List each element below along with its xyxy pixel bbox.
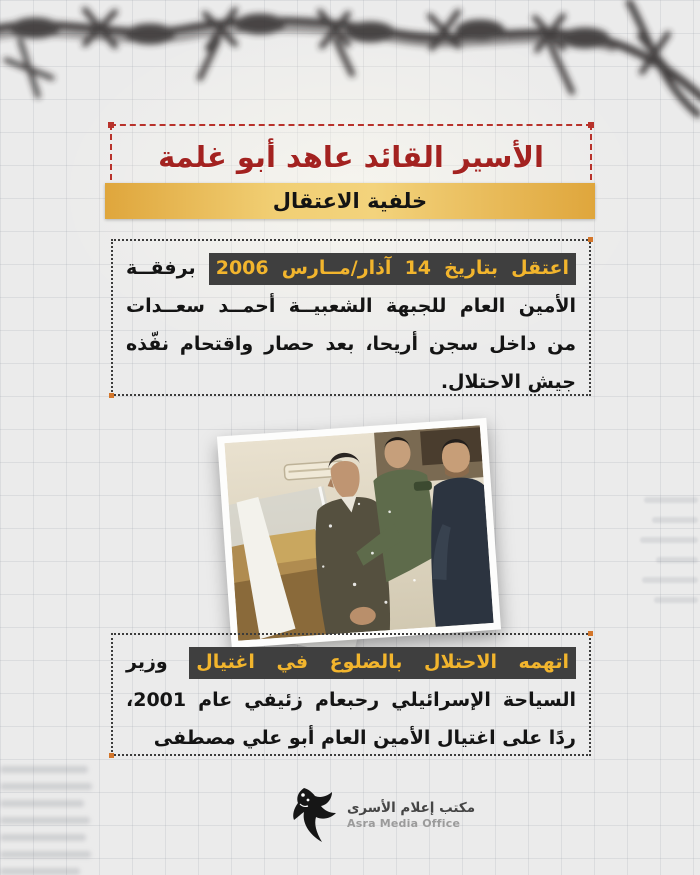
corner-marker	[588, 122, 594, 128]
accusation-paragraph	[111, 633, 591, 756]
bird-logo-icon	[292, 786, 338, 844]
logo-arabic-text: مكتب إعلام الأسرى	[347, 799, 476, 816]
paragraph-text: وزير السياحة الإسرائيلي رحبعام زئيفي عام 2001، ردًا على اغتيال الأمين العام أبو علي مصطفى	[126, 651, 576, 749]
faint-text-watermark	[0, 766, 92, 875]
page-title: الأسير القائد عاهد أبو غلمة	[158, 139, 544, 174]
faint-text-watermark	[640, 497, 698, 603]
org-logo	[292, 786, 475, 844]
corner-marker	[109, 753, 114, 758]
paragraph-text: برفقــة الأمين العام للجبهة الشعبيــة أحمــد سعــدات من داخل سجن أريحا، بعد حصار واقتحام نفّذه جيش الاحتلال.	[126, 257, 576, 393]
corner-marker	[109, 393, 114, 398]
highlighted-phrase: اتهمه الاحتلال بالضلوع في اغتيال	[189, 647, 576, 679]
logo-english-text: Asra Media Office	[347, 816, 461, 830]
highlighted-phrase: اعتقل بتاريخ 14 آذار/مــارس 2006	[209, 253, 576, 285]
arrest-paragraph	[111, 239, 591, 396]
arrest-photo	[217, 418, 501, 648]
title-box	[110, 124, 592, 180]
subtitle-text: خلفية الاعتقال	[272, 189, 428, 213]
corner-marker	[588, 631, 593, 636]
corner-marker	[108, 122, 114, 128]
corner-marker	[588, 237, 593, 242]
subtitle-bar	[105, 183, 595, 219]
